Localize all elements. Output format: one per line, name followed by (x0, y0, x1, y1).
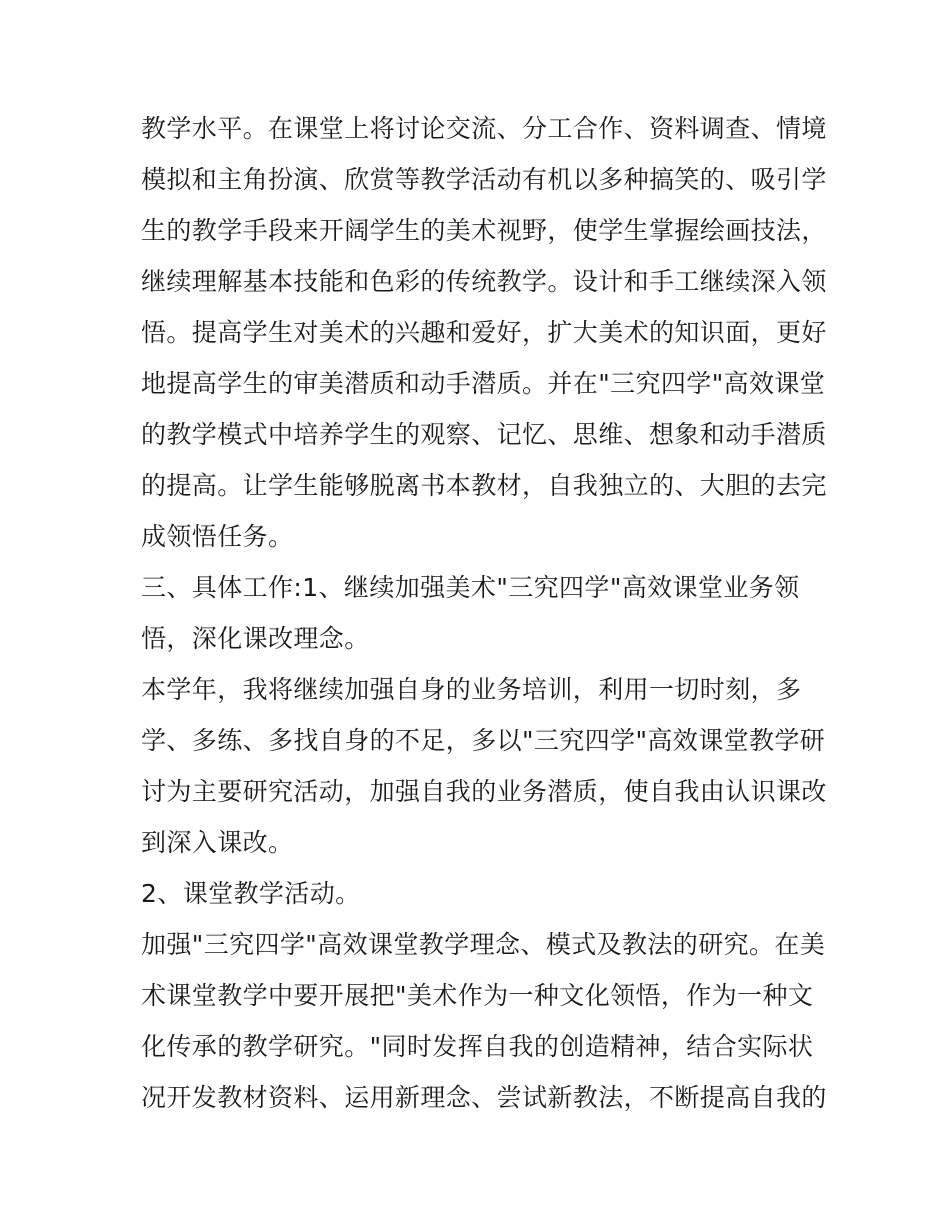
text-line: 的提高。让学生能够脱离书本教材，自我独立的、大胆的去完 (141, 471, 827, 500)
text-line: 地提高学生的审美潜质和动手潜质。并在"三究四学"高效课堂 (141, 369, 826, 398)
text-line: 讨为主要研究活动，加强自我的业务潜质，使自我由认识课改 (141, 777, 827, 806)
text-line: 2、课堂教学活动。 (141, 879, 361, 908)
text-line: 的教学模式中培养学生的观察、记忆、思维、想象和动手潜质 (141, 420, 827, 449)
text-line: 到深入课改。 (141, 828, 294, 857)
text-line: 加强"三究四学"高效课堂教学理念、模式及教法的研究。在美 (141, 930, 826, 959)
text-line: 继续理解基本技能和色彩的传统教学。设计和手工继续深入领 (141, 267, 827, 296)
text-line: 学、多练、多找自身的不足，多以"三究四学"高效课堂教学研 (141, 726, 826, 755)
text-line: 悟，深化课改理念。 (141, 624, 370, 653)
text-line: 三、具体工作:1、继续加强美术"三究四学"高效课堂业务领 (141, 573, 800, 602)
text-line: 悟。提高学生对美术的兴趣和爱好，扩大美术的知识面，更好 (141, 318, 827, 347)
text-line: 教学水平。在课堂上将讨论交流、分工合作、资料调查、情境 (141, 114, 827, 143)
text-line: 术课堂教学中要开展把"美术作为一种文化领悟，作为一种文 (141, 981, 814, 1010)
text-line: 况开发教材资料、运用新理念、尝试新教法，不断提高自我的 (141, 1083, 827, 1112)
text-line: 化传承的教学研究。"同时发挥自我的创造精神，结合实际状 (141, 1032, 814, 1061)
text-line: 模拟和主角扮演、欣赏等教学活动有机以多种搞笑的、吸引学 (141, 165, 827, 194)
text-line: 成领悟任务。 (141, 522, 294, 551)
text-line: 生的教学手段来开阔学生的美术视野，使学生掌握绘画技法， (141, 216, 827, 245)
text-line: 本学年，我将继续加强自身的业务培训，利用一切时刻，多 (141, 675, 802, 704)
